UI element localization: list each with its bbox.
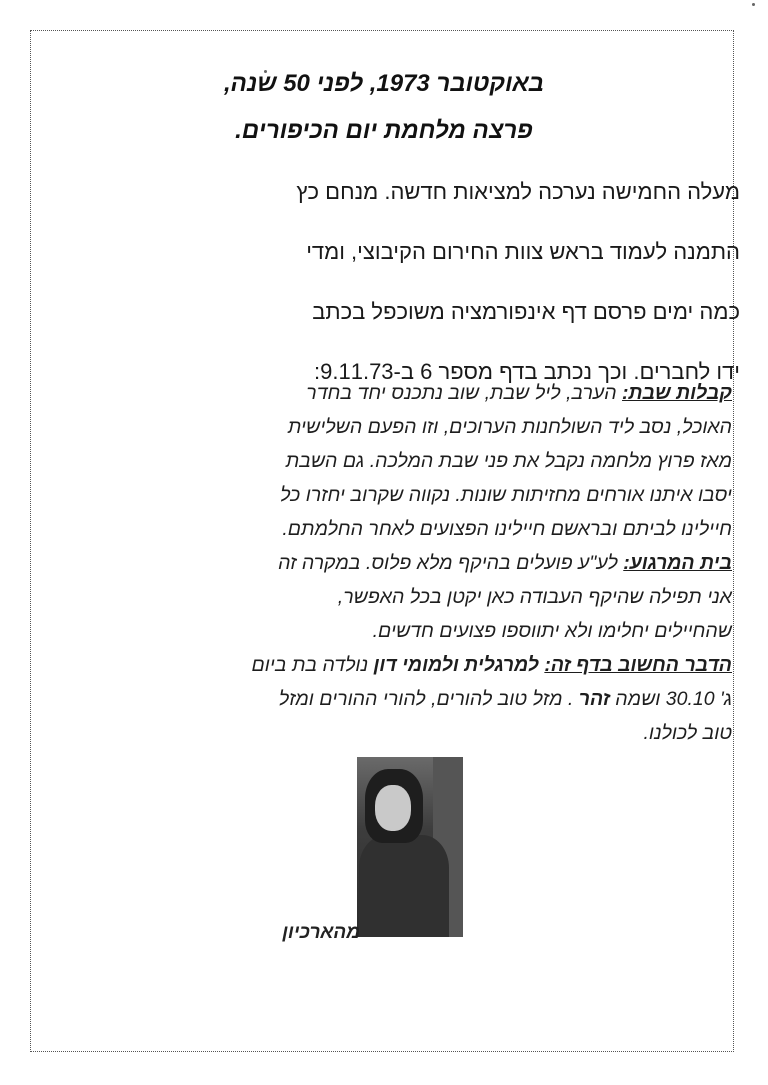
bulletin-text bbox=[80, 376, 732, 750]
important-text: ג' 30.10 ושמה bbox=[609, 688, 732, 710]
bulletin-line: האוכל, נסב ליד השולחנות הערוכים, וזו הפעם השלישית bbox=[287, 416, 732, 438]
rest-home-heading: בית המרגוע: bbox=[623, 552, 732, 574]
title-line-2: פרצה מלחמת יום הכיפורים. bbox=[235, 117, 533, 144]
scan-speck bbox=[752, 3, 755, 6]
important-text: נולדה בת ביום bbox=[251, 654, 374, 676]
intro-line: ידו לחברים. וכך נכתב בדף מספר 6 ב-9.11.73: bbox=[314, 359, 740, 384]
bulletin-line bbox=[80, 682, 732, 716]
intro-paragraph bbox=[66, 162, 740, 402]
intro-line: התמנה לעמוד בראש צוות החירום הקיבוצי, ומדי bbox=[306, 239, 740, 264]
rest-home-text: לע"ע פועלים בהיקף מלא פלוס. במקרה זה bbox=[278, 552, 624, 574]
bulletin-line bbox=[80, 648, 732, 682]
bulletin-line: אני תפילה שהיקף העבודה כאן יקטן בכל האפשר, bbox=[337, 586, 732, 608]
shabbat-text: הערב, ליל שבת, שוב נתכנס יחד בחדר bbox=[306, 382, 623, 404]
bulletin-line: מאז פרוץ מלחמה נקבל את פני שבת המלכה. גם השבת bbox=[285, 450, 732, 472]
intro-line: מעלה החמישה נערכה למציאות חדשה. מנחם כץ bbox=[296, 179, 740, 204]
important-heading: הדבר החשוב בדף זה: bbox=[544, 654, 732, 676]
bulletin-line: טוב לכולנו. bbox=[643, 722, 732, 744]
bulletin-line: שהחיילים יחלימו ולא יתווספו פצועים חדשים. bbox=[372, 620, 732, 642]
bulletin-line: יסבו איתנו אורחים מחזיתות שונות. נקווה שקרוב יחזרו כל bbox=[280, 484, 732, 506]
bulletin-line bbox=[80, 546, 732, 580]
parents-names: למרגלית ולמומי דון bbox=[373, 654, 545, 676]
title-line-1: באוקטובר 1973, לפני 50 שנה, bbox=[223, 70, 545, 97]
important-text: . מזל טוב להורים, להורי ההורים ומזל bbox=[278, 688, 579, 710]
archive-photo bbox=[357, 757, 463, 937]
photo-caption: מהארכיון bbox=[282, 922, 360, 943]
bulletin-line bbox=[80, 376, 732, 410]
bulletin-line: חיילינו לביתם ובראשם חיילינו הפצועים לאחר החלמתם. bbox=[282, 518, 732, 540]
shabbat-heading: קבלות שבת: bbox=[622, 382, 732, 404]
intro-line: כמה ימים פרסם דף אינפורמציה משוכפל בכתב bbox=[312, 299, 740, 324]
baby-name: זהר bbox=[578, 688, 610, 710]
